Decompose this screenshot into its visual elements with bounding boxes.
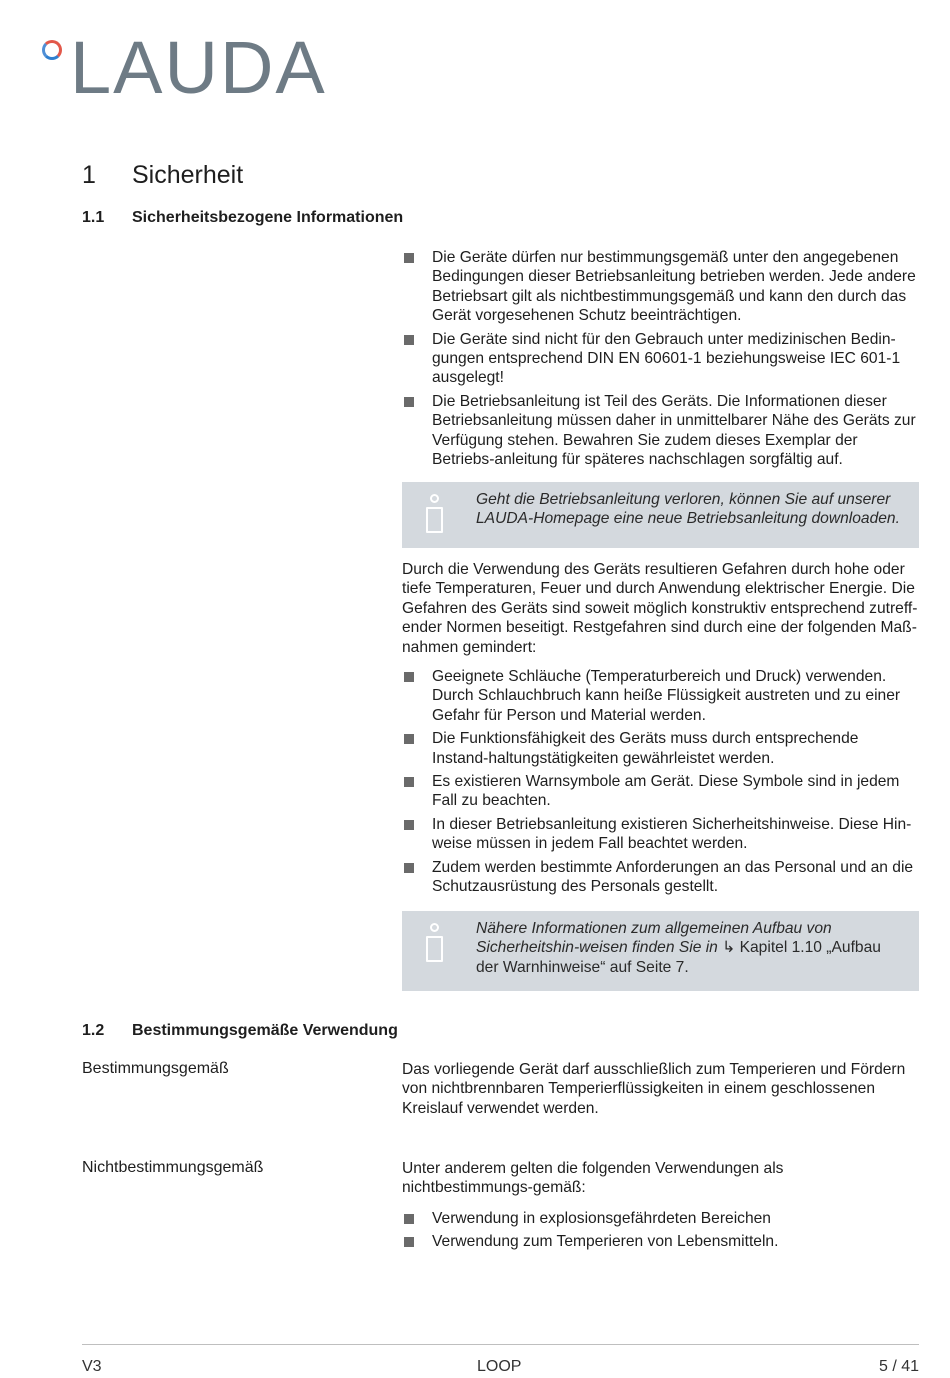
info-icon bbox=[422, 923, 448, 963]
list-item: In dieser Betriebsanleitung existieren Sicherheitshinweise. Diese Hin-weise müssen in jedem Fall beachtet werden. bbox=[402, 815, 918, 854]
hazard-paragraph: Durch die Verwendung des Geräts resultieren Gefahren durch hohe oder tiefe Temperaturen, Feuer und durch Anwendung elektrischer Energie. Die Gefahren des Geräts sind soweit möglich konstruktiv entsprechend zutreff-ender Normen beseitigt. Restgefahren sind durch eine der folgenden Maß-nahmen gemindert: bbox=[402, 561, 918, 656]
info-text: Nähere Informationen zum allgemeinen Aufbau von Sicherheitshin-weisen finden Sie in ↳ Kapitel 1.10 „Aufbau der Warnhinweise“ auf Seite 7. bbox=[476, 920, 881, 976]
non-intended-use-label: Nichtbestimmungsgemäß bbox=[82, 1159, 264, 1176]
section-number: 1.2 bbox=[82, 1022, 105, 1039]
safety-list-1 bbox=[402, 248, 918, 469]
list-item: Die Geräte dürfen nur bestimmungsgemäß unter den angegebenen Bedingungen dieser Betriebsanleitung betrieben werden. Jede andere Betriebsart gilt als nichtbestimmungsgemäß und kann den durch das Gerät vorgesehenen Schutz beeinträchtigen. bbox=[402, 248, 918, 326]
list-item: Die Betriebsanleitung ist Teil des Geräts. Die Informationen dieser Betriebsanleitung müssen daher in unmittelbarer Nähe des Geräts zur Verfügung stehen. Bewahren Sie zudem dieses Exemplar der Betriebs-anleitung für späteres nachschlagen sorgfältig auf. bbox=[402, 392, 918, 470]
bullet-square-icon bbox=[404, 1237, 414, 1247]
bullet-square-icon bbox=[404, 863, 414, 873]
bullet-square-icon bbox=[404, 777, 414, 787]
list-item: Geeignete Schläuche (Temperaturbereich und Druck) verwenden. Durch Schlauchbruch kann heiße Flüssigkeit austreten und zu einer Gefahr für Person und Material werden. bbox=[402, 667, 918, 725]
bullet-square-icon bbox=[404, 1214, 414, 1224]
info-box-warnings-reference bbox=[402, 911, 919, 991]
safety-list-1-container bbox=[402, 248, 918, 473]
link-arrow-icon: ↳ bbox=[722, 939, 736, 957]
section-title: Bestimmungsgemäße Verwendung bbox=[132, 1022, 398, 1039]
non-intended-use-text: Unter anderem gelten die folgenden Verwendungen als nichtbestimmungs-gemäß: bbox=[402, 1160, 784, 1197]
list-item: Zudem werden bestimmte Anforderungen an das Personal und an die Schutzausrüstung des Personals gestellt. bbox=[402, 858, 918, 897]
footer-product: LOOP bbox=[477, 1358, 522, 1375]
safety-list-2-container bbox=[402, 667, 918, 900]
footer-divider bbox=[82, 1344, 919, 1345]
info-box-download bbox=[402, 482, 919, 548]
logo-wordmark: LAUDA bbox=[70, 26, 327, 109]
list-item: Verwendung in explosionsgefährdeten Bereichen bbox=[402, 1209, 918, 1228]
bullet-square-icon bbox=[404, 672, 414, 682]
chapter-link[interactable]: Kapitel 1.10 „Aufbau der Warnhinweise“ bbox=[476, 939, 881, 976]
intended-use-text: Das vorliegende Gerät darf ausschließlich zum Temperieren und Fördern von nichtbrennbaren Temperierflüssigkeiten in einem geschlossenen Kreislauf verwendet werden. bbox=[402, 1061, 906, 1117]
non-intended-list-container bbox=[402, 1209, 918, 1256]
bullet-square-icon bbox=[404, 397, 414, 407]
info-icon bbox=[422, 494, 448, 534]
section-title: Sicherheit bbox=[132, 161, 244, 189]
list-item: Verwendung zum Temperieren von Lebensmitteln. bbox=[402, 1232, 918, 1251]
safety-list-2 bbox=[402, 667, 918, 896]
bullet-square-icon bbox=[404, 253, 414, 263]
list-item: Die Geräte sind nicht für den Gebrauch unter medizinischen Bedin-gungen entsprechend DIN EN 60601-1 beziehungsweise IEC 601-1 ausgelegt! bbox=[402, 330, 918, 388]
footer-page-number: 5 / 41 bbox=[878, 1358, 919, 1375]
bullet-square-icon bbox=[404, 734, 414, 744]
section-number: 1.1 bbox=[82, 209, 105, 226]
info-text: Geht die Betriebsanleitung verloren, können Sie auf unserer LAUDA-Homepage eine neue Betriebsanleitung downloaden. bbox=[476, 491, 900, 528]
intended-use-label: Bestimmungsgemäß bbox=[82, 1060, 229, 1077]
bullet-square-icon bbox=[404, 820, 414, 830]
list-item: Es existieren Warnsymbole am Gerät. Diese Symbole sind in jedem Fall zu beachten. bbox=[402, 772, 918, 811]
non-intended-list bbox=[402, 1209, 918, 1252]
section-title: Sicherheitsbezogene Informationen bbox=[132, 209, 404, 226]
section-number: 1 bbox=[82, 161, 96, 189]
logo-ring-icon bbox=[42, 40, 62, 60]
list-item: Die Funktionsfähigkeit des Geräts muss durch entsprechende Instand-haltungstätigkeiten gewährleistet werden. bbox=[402, 729, 918, 768]
footer-version: V3 bbox=[82, 1358, 102, 1375]
bullet-square-icon bbox=[404, 335, 414, 345]
